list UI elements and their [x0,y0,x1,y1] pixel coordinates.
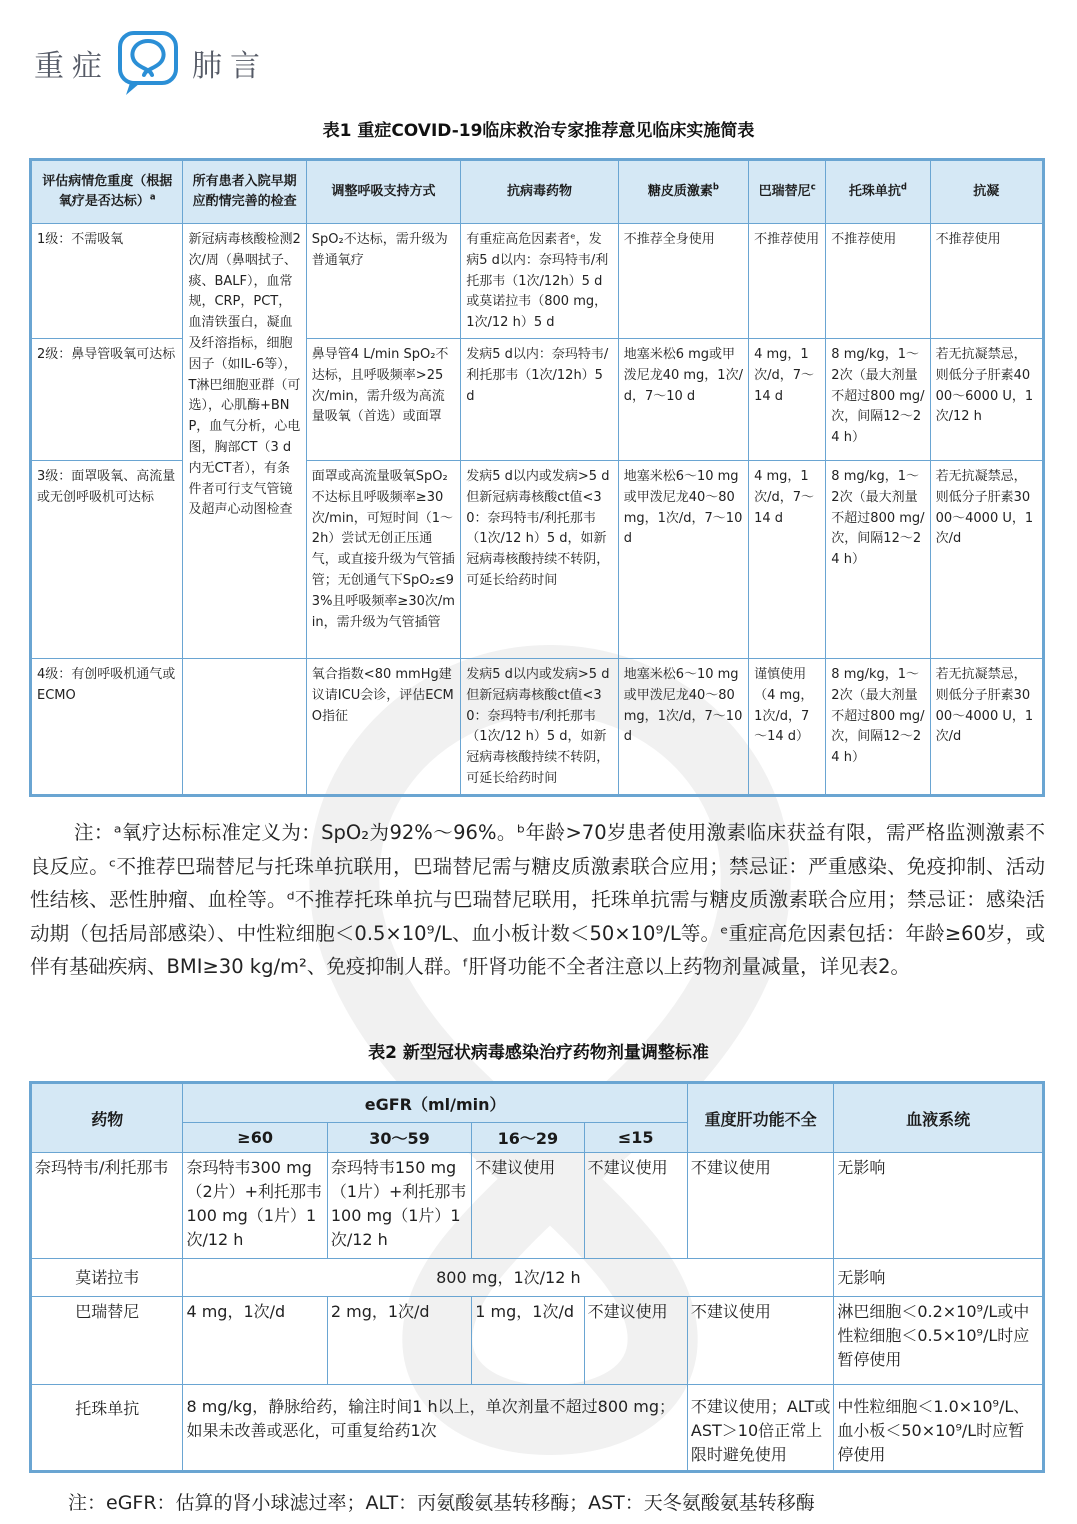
egfr-cell: 不建议使用 [584,1297,687,1385]
anticoag-cell: 不推荐使用 [930,224,1043,339]
blood-cell: 淋巴细胞＜0.2×10⁹/L或中性粒细胞＜0.5×10⁹/L时应暂停使用 [834,1297,1044,1385]
tocilizumab-cell: 不推荐使用 [826,224,930,339]
table2-header: eGFR（ml/min） [183,1083,687,1123]
drug-cell: 奈玛特韦/利托那韦 [31,1153,183,1259]
table-row [31,1385,1044,1472]
brand-logo [34,28,268,98]
egfr-cell: 奈玛特韦150 mg（1片）+利托那韦100 mg（1片）1次/12 h [327,1153,471,1259]
liver-cell: 不建议使用 [687,1297,833,1385]
logo-right-text: 肺言 [192,49,268,84]
table1-header: 所有患者入院早期应酌情完善的检查 [183,160,306,224]
table2-header: 30～59 [327,1123,471,1153]
table1-footnote: 注：ᵃ氧疗达标标准定义为：SpO₂为92%～96%。ᵇ年龄>70岁患者使用激素临床获益有限，需严格监测激素不良反应。ᶜ不推荐巴瑞替尼与托珠单抗联用，巴瑞替尼需与糖皮质激素联合应用；禁忌证：严重感染、免疫抑制、活动性结核、恶性肿瘤、血栓等。ᵈ不推荐托珠单抗与巴瑞替尼联用，托珠单抗需与糖皮质激素联合应用；禁忌证：感染活动期（包括局部感染）、中性粒细胞＜0.5×10⁹/L、血小板计数＜50×10⁹/L等。ᵉ重症高危因素包括：年龄≥60岁，或伴有基础疾病、BMI≥30 kg/m²、免疫抑制人群。ᶠ肝肾功能不全者注意以上药物剂量减量，详见表2。 [30,821,1045,979]
table2-footnote: 注：eGFR：估算的肾小球滤过率；ALT：丙氨酸氨基转移酶；AST：天冬氨酸氨基转移酶 [68,1492,815,1514]
table-row [31,224,1044,339]
egfr-cell: 奈玛特韦300 mg（2片）+利托那韦100 mg（1片）1次/12 h [183,1153,327,1259]
anticoag-cell: 若无抗凝禁忌，则低分子肝素3000～4000 U，1次/d [930,460,1043,658]
table1-header: 托珠单抗$^d$ [826,160,930,224]
table1-header: 抗病毒药物 [461,160,618,224]
anticoag-cell: 若无抗凝禁忌，则低分子肝素3000～4000 U，1次/d [930,658,1043,795]
liver-cell: 不建议使用 [687,1153,833,1259]
table2-header: 16～29 [472,1123,584,1153]
checks-empty-cell [183,658,306,795]
steroid-cell: 地塞米松6～10 mg或甲泼尼龙40～80 mg，1次/d，7～10 d [618,460,748,658]
table2-header: 血液系统 [834,1083,1044,1153]
egfr-cell: 1 mg，1次/d [472,1297,584,1385]
baricitinib-cell: 4 mg，1次/d，7～14 d [749,338,826,460]
drug-cell: 巴瑞替尼 [31,1297,183,1385]
egfr-cell: 不建议使用 [472,1153,584,1259]
table1-header: 评估病情危重度（根据氧疗是否达标）$^a$ [31,160,183,224]
table1-header: 抗凝 [930,160,1043,224]
level-cell: 4级：有创呼吸机通气或ECMO [31,658,183,795]
table2 [29,1081,1045,1473]
table-row [31,460,1044,658]
table1-header: 糖皮质激素$^b$ [618,160,748,224]
antiviral-cell: 发病5 d以内或发病>5 d但新冠病毒核酸ct值<30：奈玛特韦/利托那韦（1次/12 h）5 d，如新冠病毒核酸持续不转阴，可延长给药时间 [461,460,618,658]
antiviral-cell: 发病5 d以内：奈玛特韦/利托那韦（1次/12h）5 d [461,338,618,460]
table2-header-row [31,1083,1044,1123]
steroid-cell: 地塞米松6 mg或甲泼尼龙40 mg，1次/d，7～10 d [618,338,748,460]
resp-cell: 鼻导管4 L/min SpO₂不达标，且呼吸频率>25次/min，需升级为高流量吸氧（首选）或面罩 [306,338,460,460]
table2-header: ≤15 [584,1123,687,1153]
level-cell: 3级：面罩吸氧、高流量或无创呼吸机可达标 [31,460,183,658]
table2-header: ≥60 [183,1123,327,1153]
anticoag-cell: 若无抗凝禁忌，则低分子肝素4000～6000 U，1次/12 h [930,338,1043,460]
table1-title: 表1 重症COVID-19临床救治专家推荐意见临床实施简表 [322,121,755,141]
tocilizumab-cell: 8 mg/kg，1～2次（最大剂量不超过800 mg/次，间隔12～24 h） [826,338,930,460]
table-row [31,338,1044,460]
drug-cell: 莫诺拉韦 [31,1259,183,1297]
table1 [29,158,1045,797]
table-row [31,1153,1044,1259]
table1-header-row [31,160,1044,224]
baricitinib-cell: 不推荐使用 [749,224,826,339]
table2-title: 表2 新型冠状病毒感染治疗药物剂量调整标准 [368,1043,709,1063]
tocilizumab-cell: 8 mg/kg，1～2次（最大剂量不超过800 mg/次，间隔12～24 h） [826,460,930,658]
egfr-merged-cell: 800 mg，1次/12 h [183,1259,834,1297]
checks-cell: 新冠病毒核酸检测2次/周（鼻咽拭子、痰、BALF），血常规，CRP，PCT，血清铁蛋白，凝血及纤溶指标，细胞因子（如IL-6等），T淋巴细胞亚群（可选），心肌酶+BNP，血气分析，心电图，胸部CT（3 d内无CT者），有条件者可行支气管镜及超声心动图检查 [183,224,306,659]
steroid-cell: 地塞米松6～10 mg或甲泼尼龙40～80 mg，1次/d，7～10 d [618,658,748,795]
antiviral-cell: 有重症高危因素者ᵉ，发病5 d以内：奈玛特韦/利托那韦（1次/12h）5 d或莫诺拉韦（800 mg，1次/12 h）5 d [461,224,618,339]
table-row [31,658,1044,795]
egfr-cell: 2 mg，1次/d [327,1297,471,1385]
baricitinib-cell: 谨慎使用（4 mg，1次/d，7～14 d） [749,658,826,795]
resp-cell: 面罩或高流量吸氧SpO₂不达标且呼吸频率≥30次/min，可短时间（1～2h）尝试无创正压通气，或直接升级为气管插管；无创通气下SpO₂≤93%且呼吸频率≥30次/min，需升级为气管插管 [306,460,460,658]
tocilizumab-cell: 8 mg/kg，1～2次（最大剂量不超过800 mg/次，间隔12～24 h） [826,658,930,795]
table-row [31,1297,1044,1385]
resp-cell: 氧合指数<80 mmHg建议请ICU会诊，评估ECMO指征 [306,658,460,795]
egfr-merged-cell: 8 mg/kg，静脉给药，输注时间1 h以上，单次剂量不超过800 mg；如果未改善或恶化，可重复给药1次 [183,1385,687,1472]
liver-cell: 不建议使用；ALT或AST＞10倍正常上限时避免使用 [687,1385,833,1472]
egfr-cell: 4 mg，1次/d [183,1297,327,1385]
level-cell: 2级：鼻导管吸氧可达标 [31,338,183,460]
logo-left-text: 重症 [34,49,110,84]
egfr-cell: 不建议使用 [584,1153,687,1259]
blood-cell: 中性粒细胞＜1.0×10⁹/L、血小板＜50×10⁹/L时应暂停使用 [834,1385,1044,1472]
resp-cell: SpO₂不达标，需升级为普通氧疗 [306,224,460,339]
level-cell: 1级：不需吸氧 [31,224,183,339]
table2-header: 药物 [31,1083,183,1153]
baricitinib-cell: 4 mg，1次/d，7～14 d [749,460,826,658]
table-row [31,1259,1044,1297]
steroid-cell: 不推荐全身使用 [618,224,748,339]
lung-speech-icon [116,29,186,97]
table1-header: 巴瑞替尼$^c$ [749,160,826,224]
table1-header: 调整呼吸支持方式 [306,160,460,224]
drug-cell: 托珠单抗 [31,1385,183,1472]
table2-header: 重度肝功能不全 [687,1083,833,1153]
blood-cell: 无影响 [834,1259,1044,1297]
blood-cell: 无影响 [834,1153,1044,1259]
antiviral-cell: 发病5 d以内或发病>5 d但新冠病毒核酸ct值<30：奈玛特韦/利托那韦（1次/12 h）5 d，如新冠病毒核酸持续不转阴，可延长给药时间 [461,658,618,795]
